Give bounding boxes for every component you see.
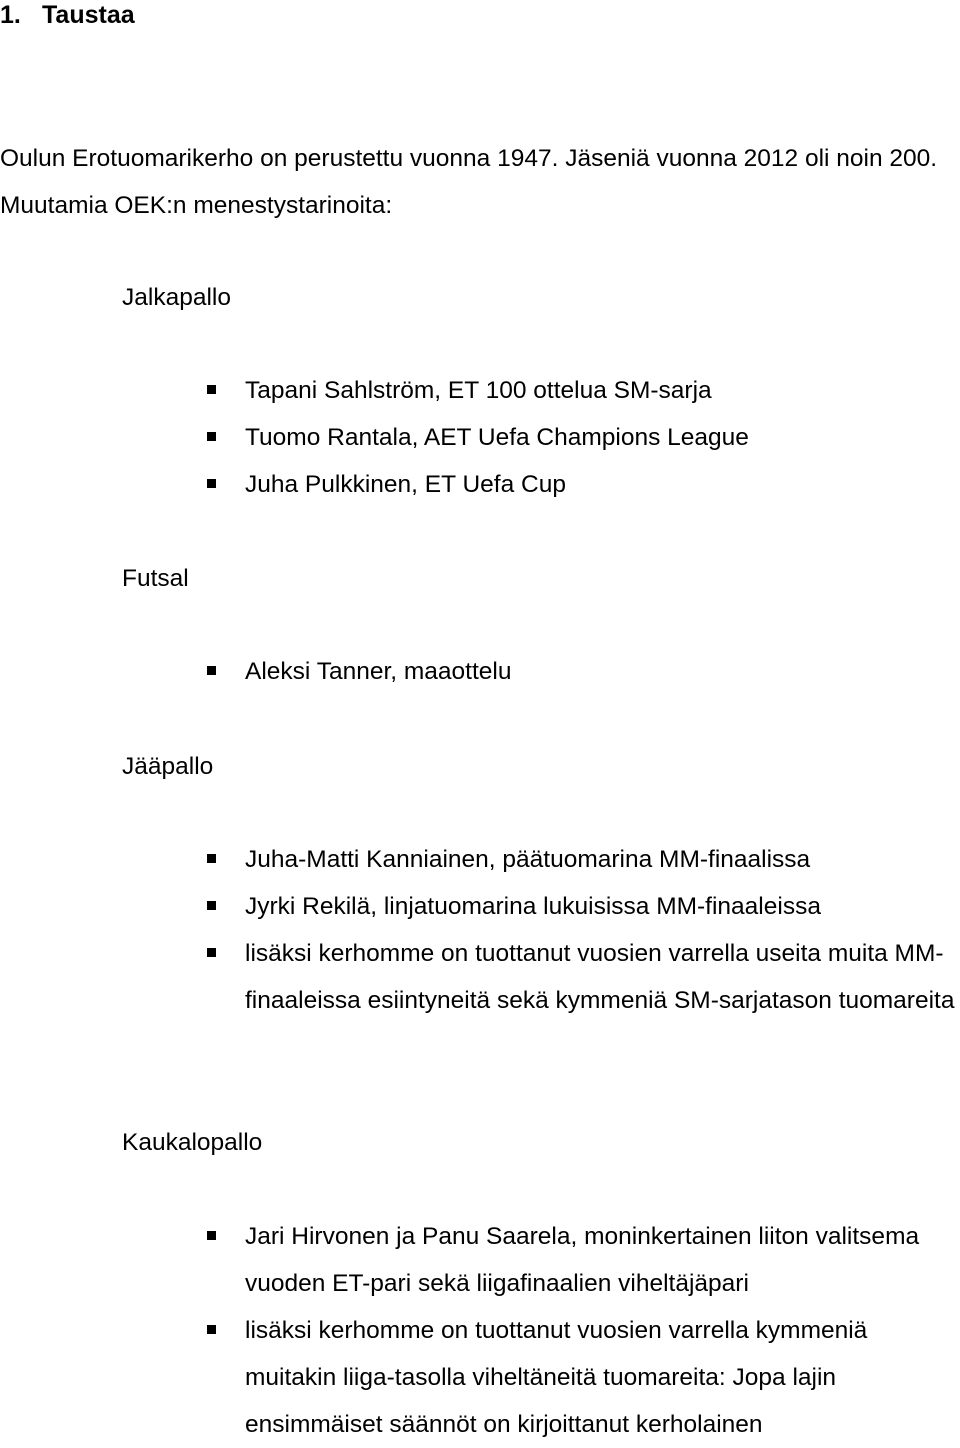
section-title-kaukalopallo: Kaukalopallo — [122, 1129, 263, 1156]
list-item-text: Juha-Matti Kanniainen, päätuomarina MM-finaalissa — [245, 846, 811, 873]
square-bullet-icon — [207, 854, 216, 863]
square-bullet-icon — [207, 901, 216, 910]
list-item-text: lisäksi kerhomme on tuottanut vuosien varrella kymmeniä muitakin liiga-tasolla viheltäneitä tuomareita: Jopa lajin ensimmäiset säännöt on kirjoittanut kerholainen — [245, 1317, 868, 1438]
list-item — [245, 648, 960, 695]
intro-paragraph: Oulun Erotuomarikerho on perustettu vuonna 1947. Jäseniä vuonna 2012 oli noin 200. Muutamia OEK:n menestystarinoita: — [0, 145, 938, 219]
list-item — [245, 930, 960, 1024]
list-item-text: lisäksi kerhomme on tuottanut vuosien varrella useita muita MM-finaaleissa esiintyneitä sekä kymmeniä SM-sarjatason tuomareita — [245, 940, 955, 1014]
square-bullet-icon — [207, 432, 216, 441]
square-bullet-icon — [207, 948, 216, 957]
square-bullet-icon — [207, 666, 216, 675]
list-item-text: Juha Pulkkinen, ET Uefa Cup — [245, 471, 566, 498]
bullet-list-kaukalopallo — [245, 1213, 960, 1448]
list-item-text: Tapani Sahlström, ET 100 ottelua SM-sarja — [245, 377, 712, 404]
list-item-text: Tuomo Rantala, AET Uefa Champions League — [245, 424, 749, 451]
bullet-list-jalkapallo — [245, 367, 960, 508]
list-item-text: Aleksi Tanner, maaottelu — [245, 658, 512, 685]
list-item — [245, 836, 960, 883]
section-title-jaapallo: Jääpallo — [122, 753, 214, 780]
section-title-jalkapallo: Jalkapallo — [122, 284, 231, 311]
square-bullet-icon — [207, 1325, 216, 1334]
heading-title: Taustaa — [42, 1, 135, 29]
list-item — [245, 883, 960, 930]
bullet-list-jaapallo — [245, 836, 960, 1024]
list-item-text: Jyrki Rekilä, linjatuomarina lukuisissa MM-finaaleissa — [245, 893, 821, 920]
list-item — [245, 367, 960, 414]
list-item — [245, 1213, 960, 1307]
list-item-text: Jari Hirvonen ja Panu Saarela, moninkertainen liiton valitsema vuoden ET-pari sekä liigafinaalien viheltäjäpari — [245, 1223, 920, 1297]
section-title-futsal: Futsal — [122, 565, 189, 592]
square-bullet-icon — [207, 385, 216, 394]
list-item — [245, 461, 960, 508]
list-item — [245, 1307, 960, 1448]
square-bullet-icon — [207, 1231, 216, 1240]
square-bullet-icon — [207, 479, 216, 488]
bullet-list-futsal — [245, 648, 960, 695]
section-heading — [0, 0, 135, 30]
list-item — [245, 414, 960, 461]
heading-number: 1. — [0, 1, 21, 29]
